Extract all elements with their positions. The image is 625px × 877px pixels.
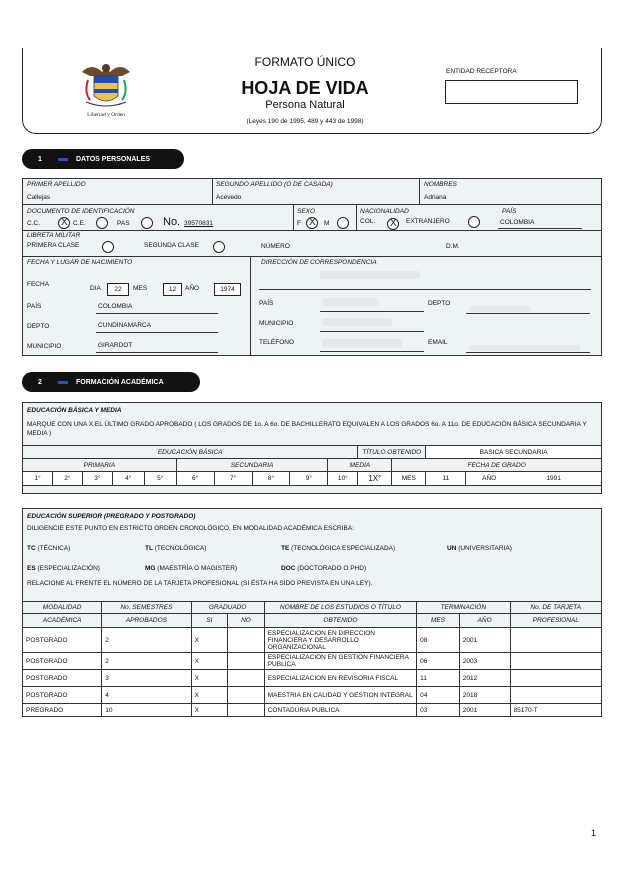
divider xyxy=(356,204,357,230)
municipio-nacimiento-label: MUNICIPIO xyxy=(27,343,62,350)
fecha-ano-value[interactable]: AÑO 1991 xyxy=(466,472,602,486)
basic-education-table xyxy=(22,445,602,486)
higher-education-instructions: DILIGENCIE ESTE PUNTO EN ESTRICTO ORDEN CRONOLÓGICO, EN MODALIDAD ACADÉMICA ESCRIBA: xyxy=(27,525,354,532)
sexo-m-label: M xyxy=(324,220,330,227)
table-row xyxy=(23,704,602,717)
divider xyxy=(212,178,213,204)
modalidad-cell[interactable]: POSTGRADO xyxy=(23,653,102,670)
modalidad-un: UN (UNIVERSITARIA) xyxy=(447,545,512,552)
col-nombre-estudios: NOMBRE DE LOS ESTUDIOS O TÍTULO xyxy=(264,602,416,614)
underline xyxy=(498,228,582,229)
ano-cell[interactable]: 2012 xyxy=(459,670,510,687)
table-row xyxy=(23,653,602,670)
col-graduado: GRADUADO xyxy=(191,602,264,614)
dia-value[interactable]: 22 xyxy=(107,283,129,296)
doc-number-label: No. xyxy=(163,216,181,228)
coat-of-arms-logo xyxy=(78,60,134,122)
fecha-mes-label: MES xyxy=(392,472,426,486)
col-academica: ACADÉMICA xyxy=(23,614,102,628)
grade-cell-selected[interactable]: 1X° xyxy=(358,472,392,486)
dir-pais-label: PAÍS xyxy=(259,300,274,307)
dir-depto-label: DEPTO xyxy=(428,300,451,307)
semestres-cell[interactable]: 10 xyxy=(102,704,191,717)
cc-radio[interactable]: X xyxy=(58,217,70,229)
underline xyxy=(320,331,424,332)
relacione-instructions: RELACIONE AL FRENTE EL NÚMERO DE LA TARJETA PROFESIONAL (SI ÉSTA HA SIDO PREVISTA EN UNA LEY). xyxy=(27,580,373,587)
direccion-label: DIRECCIÓN DE CORRESPONDENCIA xyxy=(261,259,377,266)
underline xyxy=(96,332,218,333)
segunda-clase-radio[interactable] xyxy=(213,241,225,253)
ano-value[interactable]: 1974 xyxy=(214,283,241,296)
col-modalidad: MODALIDAD xyxy=(23,602,102,614)
form-title: HOJA DE VIDA xyxy=(241,78,369,98)
libreta-militar-label: LIBRETA MILITAR xyxy=(27,232,81,239)
underline xyxy=(466,313,590,314)
form-subtitle: Persona Natural xyxy=(265,99,345,111)
grade-cell[interactable]: 2° xyxy=(52,472,82,486)
grade-cell[interactable]: 8° xyxy=(252,472,290,486)
graduado-si-cell[interactable]: X xyxy=(191,704,228,717)
table-row xyxy=(23,628,602,653)
titulo-cell[interactable]: CONTADURIA PUBLICA xyxy=(264,704,416,717)
col-radio[interactable]: X xyxy=(387,218,399,230)
grade-cell[interactable]: 3° xyxy=(82,472,112,486)
underline xyxy=(320,311,424,312)
col-profesional: PROFESIONAL xyxy=(510,614,601,628)
secundaria-header: SECUNDARIA xyxy=(176,459,328,472)
graduado-no-cell[interactable] xyxy=(228,704,265,717)
graduado-si-cell[interactable]: X xyxy=(191,687,228,704)
ano-cell[interactable]: 2001 xyxy=(459,628,510,653)
cc-label: C.C. xyxy=(27,220,40,227)
mes-cell[interactable]: 08 xyxy=(417,628,460,653)
higher-education-title: EDUCACIÓN SUPERIOR (PREGRADO Y POSTGRADO) xyxy=(27,513,196,520)
grade-cell[interactable]: 5° xyxy=(144,472,176,486)
col-tarjeta: No. DE TARJETA xyxy=(510,602,601,614)
fecha-label: FECHA xyxy=(27,281,50,288)
redacted-email xyxy=(470,345,580,351)
modalidad-te: TE (TECNOLÓGICA ESPECIALIZADA) xyxy=(281,545,396,552)
underline xyxy=(96,352,218,353)
graduado-no-cell[interactable] xyxy=(228,653,265,670)
grade-cell[interactable]: 10° xyxy=(328,472,358,486)
fecha-lugar-label: FECHA Y LUGAR DE NACIMIENTO xyxy=(27,259,133,266)
titulo-cell[interactable]: ESPECIALIZACION EN REVISORIA FISCAL xyxy=(264,670,416,687)
modalidad-cell[interactable]: POSTGRADO xyxy=(23,670,102,687)
nombres-label: NOMBRES xyxy=(424,181,457,188)
ano-label: AÑO xyxy=(185,285,200,292)
section-2-title: FORMACIÓN ACADÉMICA xyxy=(76,378,164,386)
section-1-number: 1 xyxy=(38,155,42,163)
extranjero-label: EXTRANJERO xyxy=(406,218,450,225)
modalidad-cell[interactable]: POSTGRADO xyxy=(23,687,102,704)
entidad-receptora-label: ENTIDAD RECEPTORA xyxy=(446,68,517,75)
divider xyxy=(419,178,420,204)
redacted-phone xyxy=(322,339,402,347)
telefono-label: TELÉFONO xyxy=(259,339,295,346)
primera-clase-label: PRIMERA CLASE xyxy=(27,242,80,249)
mes-value[interactable]: 12 xyxy=(163,283,182,296)
graduado-no-cell[interactable] xyxy=(228,670,265,687)
primera-clase-radio[interactable] xyxy=(102,241,114,253)
sexo-f-radio[interactable]: X xyxy=(306,217,318,229)
redacted-address xyxy=(320,271,420,279)
tarjeta-cell[interactable] xyxy=(510,670,601,687)
section-divider xyxy=(58,381,68,384)
dm-label: D.M. xyxy=(446,243,460,250)
municipio-nacimiento-value[interactable]: GIRARDOT xyxy=(98,342,133,349)
depto-nacimiento-value[interactable]: CUNDINAMARCA xyxy=(98,322,152,329)
ano-cell[interactable]: 2001 xyxy=(459,704,510,717)
ano-cell[interactable]: 2003 xyxy=(459,653,510,670)
titulo-cell[interactable]: ESPECIALIZACION EN DIRECCION FINANCIERA Y DESARROLLO ORGANIZACIONAL xyxy=(264,628,416,653)
underline xyxy=(320,351,424,352)
divider xyxy=(293,204,294,230)
section-divider xyxy=(58,158,68,161)
semestres-cell[interactable]: 4 xyxy=(102,687,191,704)
sexo-label: SEXO xyxy=(297,208,316,215)
extranjero-radio[interactable] xyxy=(468,216,480,228)
modalidad-mg: MG (MAESTRÍA O MAGISTER) xyxy=(145,565,238,572)
pais-nacimiento-value[interactable]: COLOMBIA xyxy=(98,303,133,310)
table-row xyxy=(23,670,602,687)
modalidad-tc: TC (TÉCNICA) xyxy=(27,545,71,552)
modalidad-es: ES (ESPECIALIZACIÓN) xyxy=(27,565,100,572)
divider xyxy=(22,230,602,231)
mes-cell[interactable]: 06 xyxy=(417,653,460,670)
redacted-country xyxy=(322,298,378,306)
depto-nacimiento-label: DEPTO xyxy=(27,323,50,330)
laws-reference: (Leyes 190 de 1995, 489 y 443 de 1998) xyxy=(246,118,364,125)
section-1-header xyxy=(22,149,184,169)
segunda-clase-label: SEGUNDA CLASE xyxy=(144,242,199,249)
section-2-number: 2 xyxy=(38,378,42,386)
ce-label: C.E. xyxy=(73,220,86,227)
col-semestres: No. SEMESTRES xyxy=(102,602,191,614)
col-aprobados: APROBADOS xyxy=(102,614,191,628)
semestres-cell[interactable]: 2 xyxy=(102,653,191,670)
fecha-mes-value[interactable]: 11 xyxy=(426,472,466,486)
form-type: FORMATO ÚNICO xyxy=(254,55,356,69)
ano-cell[interactable]: 2018 xyxy=(459,687,510,704)
sexo-m-radio[interactable] xyxy=(337,217,349,229)
basic-education-title: EDUCACIÓN BÁSICA Y MEDIA xyxy=(27,407,122,414)
entidad-receptora-field[interactable] xyxy=(445,80,578,104)
col-mes: MES xyxy=(417,614,460,628)
underline xyxy=(96,313,218,314)
grade-cell[interactable]: 6° xyxy=(176,472,214,486)
nombres-value[interactable]: Adriana xyxy=(424,194,447,201)
col-ano: AÑO xyxy=(459,614,510,628)
media-header: MEDIA xyxy=(328,459,392,472)
pas-label: PAS xyxy=(117,220,130,227)
direccion-underline xyxy=(259,289,591,290)
documento-label: DOCUMENTO DE IDENTIFICACIÓN xyxy=(27,208,135,215)
pais-nacimiento-label: PAÍS xyxy=(27,303,42,310)
divider xyxy=(22,204,602,205)
table-row xyxy=(23,687,602,704)
tarjeta-cell[interactable] xyxy=(510,687,601,704)
modalidad-tl: TL (TECNOLÓGICA) xyxy=(145,545,207,552)
segundo-apellido-value[interactable]: Acevedo xyxy=(216,194,242,201)
modalidad-cell[interactable]: PREGRADO xyxy=(23,704,102,717)
divider xyxy=(22,256,602,257)
grade-cell[interactable]: 7° xyxy=(214,472,252,486)
titulo-value[interactable]: BASICA SECUNDARIA xyxy=(426,446,602,459)
graduado-si-cell[interactable]: X xyxy=(191,670,228,687)
tarjeta-cell[interactable] xyxy=(510,628,601,653)
sexo-f-label: F xyxy=(297,220,301,227)
page-number: 1 xyxy=(591,828,597,838)
titulo-cell[interactable]: ESPECIALIZACION EN GESTION FINANCIERA PUBLICA xyxy=(264,653,416,670)
fecha-grado-header: FECHA DE GRADO xyxy=(392,459,602,472)
modalidad-doc: DOC (DOCTORADO O PHD) xyxy=(281,565,367,572)
higher-education-panel xyxy=(22,508,602,602)
mes-label: MES xyxy=(133,285,148,292)
col-terminacion: TERMINACIÓN xyxy=(417,602,510,614)
mes-cell[interactable]: 04 xyxy=(417,687,460,704)
titulo-cell[interactable]: MAESTRIA EN CALIDAD Y GESTION INTEGRAL xyxy=(264,687,416,704)
redacted-depto xyxy=(470,306,530,312)
modalidad-cell[interactable]: POSTGRADO xyxy=(23,628,102,653)
mes-cell[interactable]: 11 xyxy=(417,670,460,687)
graduado-si-cell[interactable]: X xyxy=(191,653,228,670)
pais-nacionalidad-value[interactable]: COLOMBIA xyxy=(500,219,535,226)
primaria-header: PRIMARIA xyxy=(23,459,177,472)
primer-apellido-label: PRIMER APELLIDO xyxy=(27,181,86,188)
mes-cell[interactable]: 03 xyxy=(417,704,460,717)
col-no: NO xyxy=(228,614,265,628)
nacionalidad-label: NACIONALIDAD xyxy=(360,208,409,215)
graduado-no-cell[interactable] xyxy=(228,628,265,653)
semestres-cell[interactable]: 3 xyxy=(102,670,191,687)
primer-apellido-value[interactable]: Callejas xyxy=(27,194,51,201)
grade-cell[interactable]: 1° xyxy=(23,472,53,486)
pas-radio[interactable] xyxy=(141,217,153,229)
basic-education-instructions: MARQUE CON UNA X EL ÚLTIMO GRADO APROBADO ( LOS GRADOS DE 1o. A 6o. DE BACHILLERATO EQUIVALEN A LOS GRADOS 6o. A 11o. DE EDUCACIÓN BÁSICA SECUNDARIA Y MEDIA ) xyxy=(27,421,587,437)
pais-nacionalidad-label: PAÍS xyxy=(502,208,517,215)
col-label: COL. xyxy=(360,218,376,225)
dir-municipio-label: MUNICIPIO xyxy=(259,320,294,327)
segundo-apellido-label: SEGUNDO APELLIDO (O DE CASADA) xyxy=(216,181,333,188)
doc-number-value[interactable]: 39570831 xyxy=(184,220,213,227)
tarjeta-cell[interactable] xyxy=(510,653,601,670)
divider xyxy=(250,256,251,356)
graduado-no-cell[interactable] xyxy=(228,687,265,704)
section-2-header xyxy=(22,372,200,392)
logo-motto: Libertad y Orden xyxy=(87,112,125,118)
semestres-cell[interactable]: 2 xyxy=(102,628,191,653)
ce-radio[interactable] xyxy=(96,217,108,229)
higher-education-table xyxy=(22,601,602,717)
titulo-obtenido-header: TÍTULO OBTENIDO xyxy=(358,446,426,459)
email-label: EMAIL xyxy=(428,339,448,346)
numero-label: NÚMERO xyxy=(261,243,290,250)
graduado-si-cell[interactable]: X xyxy=(191,628,228,653)
grade-cell[interactable]: 9° xyxy=(290,472,328,486)
col-si: SI xyxy=(191,614,228,628)
tarjeta-cell[interactable]: 85170-T xyxy=(510,704,601,717)
col-obtenido: OBTENIDO xyxy=(264,614,416,628)
edu-basica-header: EDUCACIÓN BÁSICA xyxy=(23,446,358,459)
underline xyxy=(466,352,590,353)
section-1-title: DATOS PERSONALES xyxy=(76,155,151,163)
dia-label: DIA xyxy=(90,285,101,292)
redacted-municipio xyxy=(322,318,392,326)
grade-cell[interactable]: 4° xyxy=(112,472,144,486)
